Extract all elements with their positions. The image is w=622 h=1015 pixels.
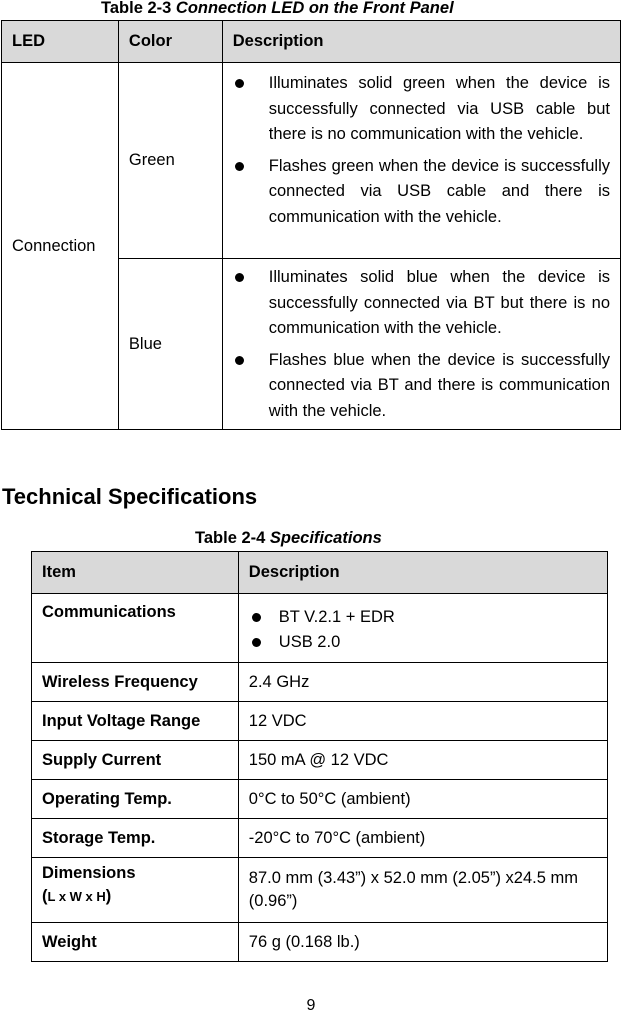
page-number: 9: [306, 997, 316, 1014]
table-row-green: [2, 63, 621, 259]
table-row: [32, 858, 608, 923]
table-header-row: [32, 552, 608, 594]
value-dimensions: 87.0 mm (3.43”) x 52.0 mm (2.05”) x24.5 mm (0.96”): [238, 858, 607, 923]
list-item: Flashes blue when the device is successfully connected via BT and there is communication with the vehicle.: [223, 348, 620, 425]
list-item: BT V.2.1 + EDR: [249, 605, 607, 630]
led-connection-cell: Connection: [2, 63, 119, 430]
color-green-cell: Green: [118, 63, 222, 259]
dimensions-sub-label: (L x W x H): [42, 887, 112, 905]
caption-prefix: Table 2-3: [101, 0, 172, 17]
bullet-icon: [235, 356, 244, 365]
table-2-4-caption: [195, 529, 382, 548]
connection-led-table: [1, 20, 621, 430]
caption-title: Specifications: [269, 529, 382, 547]
item-dimensions: [32, 858, 239, 923]
description-green-cell: [222, 63, 620, 259]
description-blue-cell: [222, 259, 620, 430]
list-item: Flashes green when the device is successfully connected via USB cable and there is communication with the vehicle.: [223, 154, 620, 231]
value-operating-temp: 0°C to 50°C (ambient): [238, 780, 607, 819]
specifications-table: [31, 551, 608, 962]
item-supply-current: Supply Current: [32, 741, 239, 780]
table-row: [32, 594, 608, 663]
table-row: [32, 702, 608, 741]
section-heading: Technical Specifications: [2, 484, 258, 509]
bullet-icon: [252, 638, 261, 647]
value-weight: 76 g (0.168 lb.): [238, 923, 607, 962]
list-item: Illuminates solid green when the device is successfully connected via USB cable but there is no communication with the vehicle.: [223, 71, 620, 148]
table-row: [32, 780, 608, 819]
header-color: Color: [118, 21, 222, 63]
value-communications: [238, 594, 607, 663]
item-wireless-frequency: Wireless Frequency: [32, 663, 239, 702]
table-row: [32, 741, 608, 780]
value-input-voltage-range: 12 VDC: [238, 702, 607, 741]
caption-prefix: Table 2-4: [195, 529, 266, 547]
header-description: Description: [222, 21, 620, 63]
table-row: [32, 819, 608, 858]
table-header-row: [2, 21, 621, 63]
table-row: [32, 923, 608, 962]
dimensions-label: Dimensions: [42, 864, 136, 882]
table-2-3-caption: [101, 0, 454, 18]
item-storage-temp: Storage Temp.: [32, 819, 239, 858]
bullet-icon: [235, 273, 244, 282]
value-supply-current: 150 mA @ 12 VDC: [238, 741, 607, 780]
value-wireless-frequency: 2.4 GHz: [238, 663, 607, 702]
item-operating-temp: Operating Temp.: [32, 780, 239, 819]
list-item: USB 2.0: [249, 630, 607, 655]
caption-title: Connection LED on the Front Panel: [175, 0, 454, 17]
color-blue-cell: Blue: [118, 259, 222, 430]
bullet-icon: [235, 79, 244, 88]
header-item: Item: [32, 552, 239, 594]
value-storage-temp: -20°C to 70°C (ambient): [238, 819, 607, 858]
item-communications: Communications: [32, 594, 239, 663]
item-weight: Weight: [32, 923, 239, 962]
bullet-icon: [235, 162, 244, 171]
header-led: LED: [2, 21, 119, 63]
header-description: Description: [238, 552, 607, 594]
bullet-icon: [252, 613, 261, 622]
item-input-voltage-range: Input Voltage Range: [32, 702, 239, 741]
table-row: [32, 663, 608, 702]
list-item: Illuminates solid blue when the device is successfully connected via BT but there is no communication with the vehicle.: [223, 265, 620, 342]
